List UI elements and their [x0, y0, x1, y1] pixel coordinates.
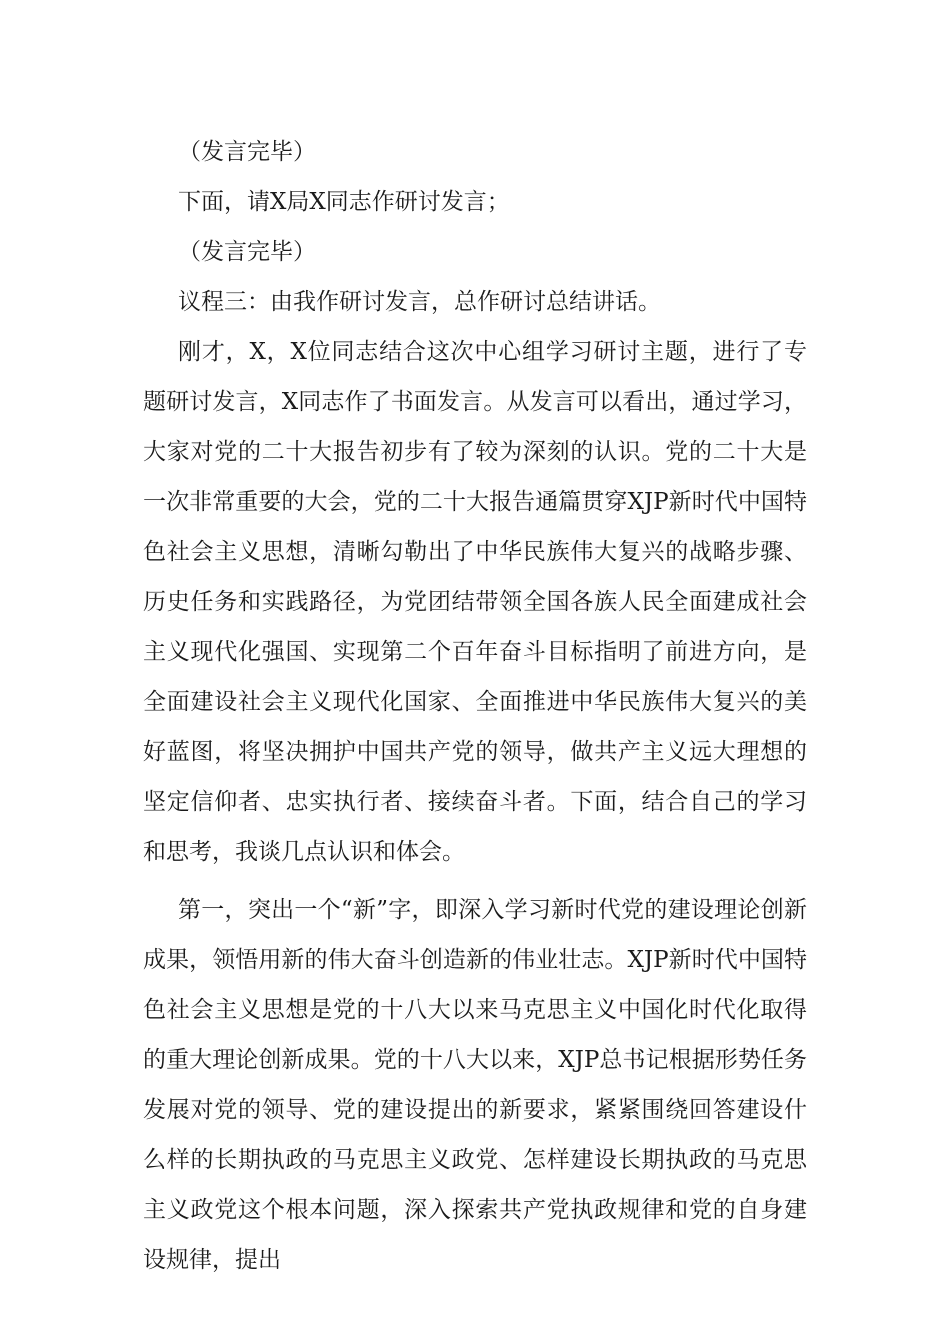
paragraph-point-one: 第一，突出一个“新”字，即深入学习新时代党的建设理论创新成果，领悟用新的伟大奋斗创造新的伟业壮志。XJP新时代中国特色社会主义思想是党的十八大以来马克思主义中国化时代化取得的重大理论创新成果。党的十八大以来，XJP总书记根据形势任务发展对党的领导、党的建设提出的新要求，紧紧围绕回答建设什么样的长期执政的马克思主义政党、怎样建设长期执政的马克思主义政党这个根本问题，深入探索共产党执政规律和党的自身建设规律，提出 [143, 897, 807, 1273]
paragraph-speech-finished-1: （发言完毕） [178, 139, 316, 165]
paragraph-summary-intro: 刚才，X，X位同志结合这次中心组学习研讨主题，进行了专题研讨发言，X同志作了书面发言。从发言可以看出，通过学习，大家对党的二十大报告初步有了较为深刻的认识。党的二十大是一次非常重要的大会，党的二十大报告通篇贯穿XJP新时代中国特色社会主义思想，清晰勾勒出了中华民族伟大复兴的战略步骤、历史任务和实践路径，为党团结带领全国各族人民全面建成社会主义现代化强国、实现第二个百年奋斗目标指明了前进方向，是全面建设社会主义现代化国家、全面推进中华民族伟大复兴的美好蓝图，将坚决拥护中国共产党的领导，做共产主义远大理想的坚定信仰者、忠实执行者、接续奋斗者。下面，结合自己的学习和思考，我谈几点认识和体会。 [143, 339, 807, 865]
paragraph-speech-finished-2: （发言完毕） [178, 239, 316, 265]
paragraph-agenda-three: 议程三：由我作研讨发言，总作研讨总结讲话。 [178, 289, 661, 315]
paragraph-next-speaker: 下面，请X局X同志作研讨发言； [178, 189, 510, 215]
document-body [143, 127, 807, 1285]
